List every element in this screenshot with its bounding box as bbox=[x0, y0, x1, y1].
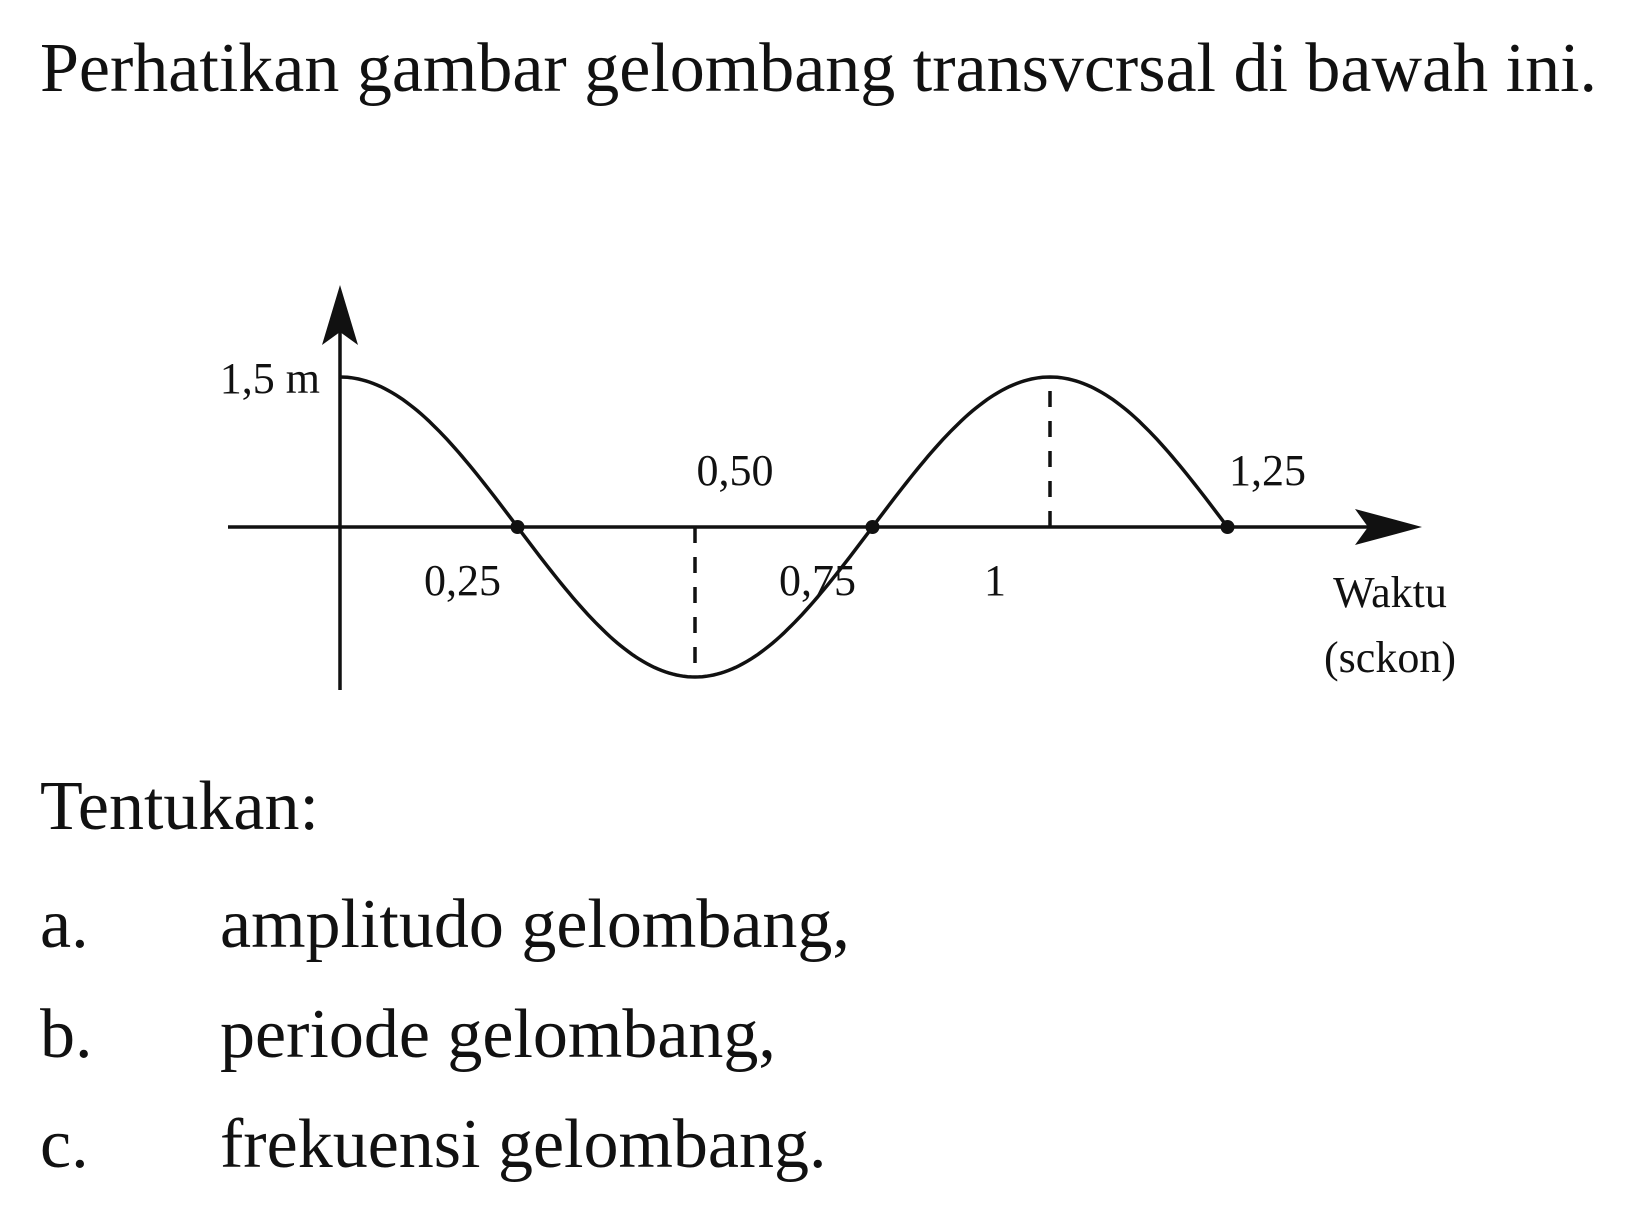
item-text: periode gelombang, bbox=[220, 996, 776, 1073]
y-axis-label: 1,5 m bbox=[219, 354, 320, 403]
x-axis-unit-label: (sckon) bbox=[1324, 633, 1456, 682]
x-axis-label: Waktu bbox=[1333, 568, 1447, 617]
x-tick-label: 0,50 bbox=[696, 446, 774, 495]
x-tick-label: 0,25 bbox=[424, 556, 501, 605]
zero-crossing-dot bbox=[511, 520, 525, 534]
item-letter: b. bbox=[40, 996, 93, 1073]
item-letter: a. bbox=[40, 886, 89, 963]
question-item-b bbox=[40, 980, 850, 1090]
item-text: amplitudo gelombang, bbox=[220, 886, 850, 963]
x-tick-label: 1,25 bbox=[1229, 446, 1306, 495]
question-item-a bbox=[40, 870, 850, 980]
x-tick-label: 0,75 bbox=[779, 556, 856, 605]
question-intro: Perhatikan gambar gelombang transvcrsal di bawah ini. bbox=[40, 30, 1598, 107]
zero-crossing-dot bbox=[866, 520, 880, 534]
item-letter: c. bbox=[40, 1106, 89, 1183]
zero-crossing-dot bbox=[1221, 520, 1235, 534]
question-prompt: Tentukan: bbox=[40, 768, 319, 845]
question-list bbox=[40, 870, 850, 1200]
item-text: frekuensi gelombang. bbox=[220, 1106, 827, 1183]
x-tick-label: 1 bbox=[984, 556, 1006, 605]
question-item-c bbox=[40, 1090, 850, 1200]
